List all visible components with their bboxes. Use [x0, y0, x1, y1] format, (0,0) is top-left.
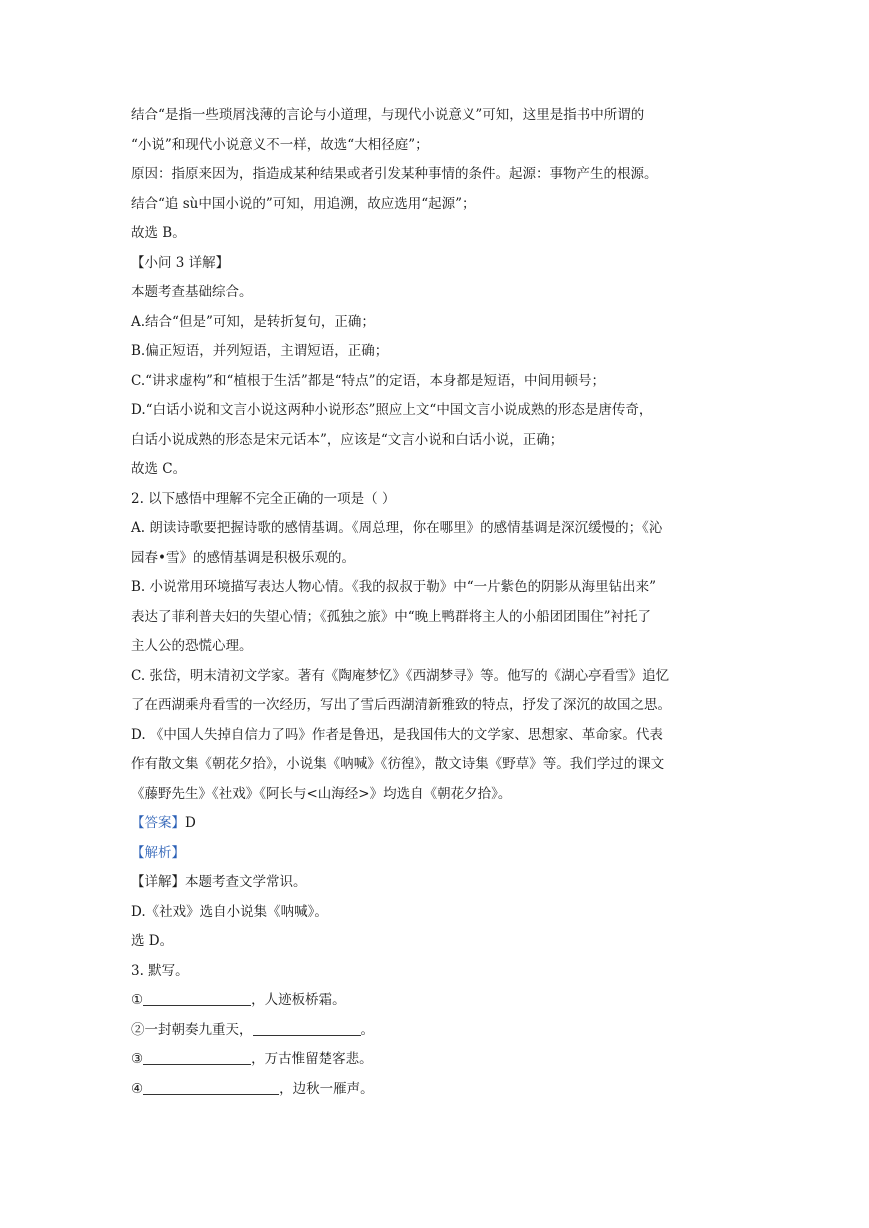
item-number: ③ [131, 1051, 144, 1067]
detail-line: D.《社戏》选自小说集《呐喊》。 [131, 903, 328, 920]
fill-blank [143, 1080, 279, 1095]
item-text: ，边秋一雁声。 [279, 1080, 374, 1097]
option-b: B. 小说常用环境描写表达人物心情。《我的叔叔于勒》中“一片紫色的阴影从海里钻出来” [131, 579, 657, 595]
item-text: 。 [360, 1021, 374, 1038]
option-a: A. 朗读诗歌要把握诗歌的感情基调。《周总理，你在哪里》的感情基调是深沉缓慢的；《沁 [131, 520, 663, 536]
question-stem: 2. 以下感悟中理解不完全正确的一项是（ ） [131, 490, 396, 507]
text-line: 原因：指原来因为，指造成某种结果或者引发某种事情的条件。起源：事物产生的根源。 [131, 166, 658, 182]
dictation-item-1 [131, 986, 741, 1016]
option-b-cont: 表达了菲利普夫妇的失望心情；《孤独之旅》中“晚上鸭群将主人的小船团团围住”衬托了 [131, 608, 652, 625]
option-c: C. 张岱，明末清初文学家。著有《陶庵梦忆》《西湖梦寻》等。他写的《湖心亭看雪》追忆 [131, 667, 670, 684]
option-d-cont: 《藤野先生》《社戏》《阿长与<山海经>》均选自《朝花夕拾》。 [131, 785, 512, 802]
answer-value: D [185, 815, 196, 831]
item-number: ① [131, 992, 144, 1008]
option-b-cont: 主人公的恐慌心理。 [131, 638, 253, 654]
dictation-item-4 [131, 1075, 741, 1105]
text-line: 本题考查基础综合。 [131, 284, 253, 300]
document-page [131, 101, 741, 1104]
section-heading: 【小问 3 详解】 [131, 254, 230, 271]
item-text: ②一封朝奏九重天， [131, 1021, 253, 1038]
analysis-label: 【解析】 [131, 844, 185, 861]
option-b: B.偏正短语，并列短语，主谓短语，正确； [131, 343, 389, 359]
dictation-item-3 [131, 1045, 741, 1075]
text-line: 故选 B。 [131, 225, 186, 241]
option-a-cont: 园春•雪》的感情基调是积极乐观的。 [131, 549, 355, 566]
dictation-item-2 [131, 1016, 741, 1046]
text-line: “小说”和现代小说意义不一样，故选“大相径庭”； [131, 136, 429, 153]
option-c-cont: 了在西湖乘舟看雪的一次经历，写出了雪后西湖清新雅致的特点，抒发了深沉的故国之思。 [131, 697, 671, 713]
option-c: C.“讲求虚构”和“植根于生活”都是“特点”的定语，本身都是短语，中间用顿号； [131, 372, 606, 389]
answer-line [131, 809, 741, 839]
option-d-cont: 白话小说成熟的形态是宋元话本”，应该是“文言小说和白话小说，正确； [131, 431, 564, 448]
answer-line: 故选 C。 [131, 461, 187, 477]
option-d-cont: 作有散文集《朝花夕拾》，小说集《呐喊》《彷徨》，散文诗集《野草》等。我们学过的课文 [131, 756, 665, 772]
question-stem: 3. 默写。 [131, 962, 189, 979]
item-text: ，人迹板桥霜。 [251, 992, 346, 1008]
item-number: ④ [131, 1080, 144, 1097]
pick-line: 选 D。 [131, 933, 174, 949]
option-d: D.“白话小说和文言小说这两种小说形态”照应上文“中国文言小说成熟的形态是唐传奇， [131, 402, 653, 418]
fill-blank [143, 1050, 251, 1065]
text-line: 结合“是指一些琐屑浅薄的言论与小道理，与现代小说意义”可知，这里是指书中所谓的 [131, 107, 645, 123]
detail-line: 【详解】本题考查文学常识。 [131, 874, 307, 890]
answer-label: 【答案】 [131, 815, 185, 831]
item-text: ，万古惟留楚客悲。 [251, 1051, 373, 1067]
fill-blank [143, 991, 251, 1006]
option-a: A.结合“但是”可知，是转折复句，正确； [131, 313, 375, 330]
option-d: D. 《中国人失掉自信力了吗》作者是鲁迅，是我国伟大的文学家、思想家、革命家。代表 [131, 726, 663, 743]
fill-blank [253, 1021, 361, 1036]
text-line: 结合“追 sù中国小说的”可知，用追溯，故应选用“起源”； [131, 195, 476, 212]
